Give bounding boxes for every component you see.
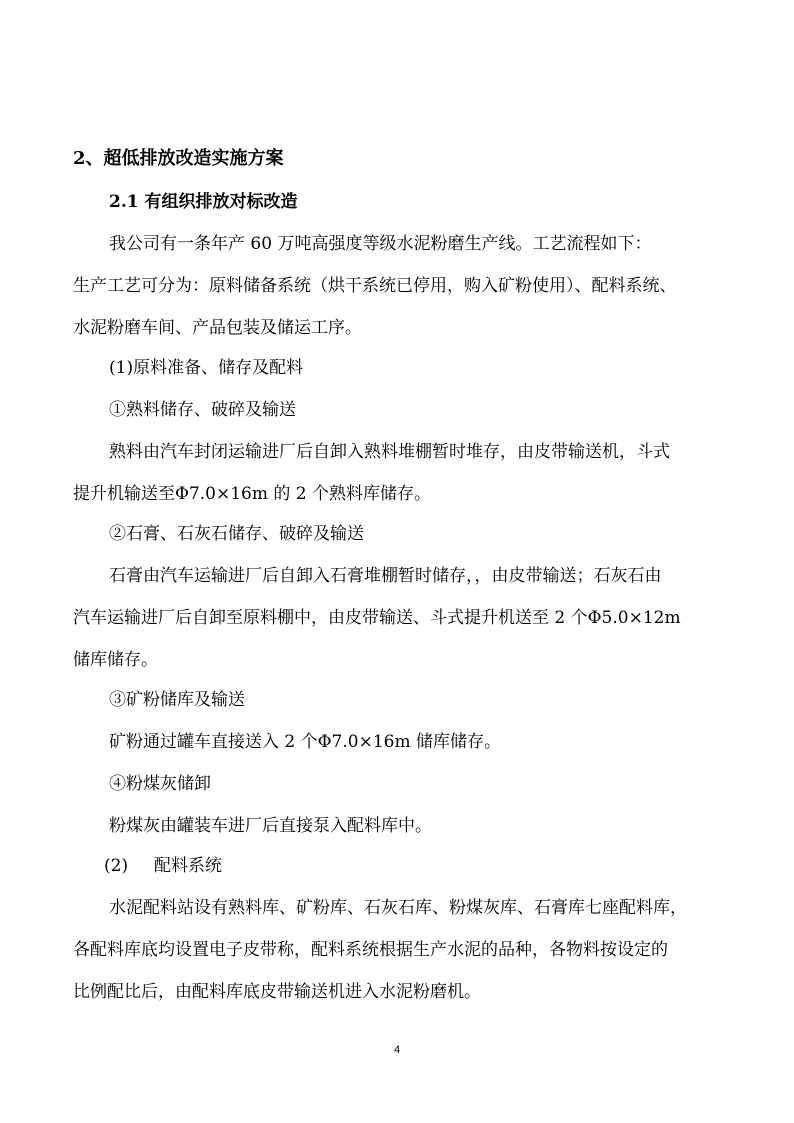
sub-item-heading: ③矿粉储库及输送 xyxy=(109,690,245,710)
paragraph-line: 我公司有一条年产 60 万吨高强度等级水泥粉磨生产线。工艺流程如下： xyxy=(109,234,652,254)
paragraph-line: 水泥配料站设有熟料库、矿粉库、石灰石库、粉煤灰库、石膏库七座配料库， xyxy=(109,898,687,918)
sub-item-heading: ④粉煤灰储卸 xyxy=(109,774,211,794)
item-heading: (1)原料准备、储存及配料 xyxy=(109,358,304,378)
sub-item-heading: ①熟料储存、破碎及输送 xyxy=(109,400,296,420)
paragraph-line: 各配料库底均设置电子皮带称，配料系统根据生产水泥的品种，各物料按设定的 xyxy=(73,940,668,960)
paragraph-line: 储库储存。 xyxy=(73,650,158,670)
page-number: 4 xyxy=(393,1044,401,1056)
item-heading: 配料系统 xyxy=(154,856,222,876)
paragraph-line: 粉煤灰由罐装车进厂后直接泵入配料库中。 xyxy=(109,816,432,836)
paragraph-line: 汽车运输进厂后自卸至原料棚中，由皮带输送、斗式提升机送至 2 个Φ5.0×12m xyxy=(73,608,681,628)
paragraph-line: 生产工艺可分为：原料储备系统（烘干系统已停用，购入矿粉使用）、配料系统、 xyxy=(73,276,677,296)
subsection-heading: 2.1 有组织排放对标改造 xyxy=(109,192,298,212)
paragraph-line: 比例配比后，由配料库底皮带输送机进入水泥粉磨机。 xyxy=(73,982,481,1002)
paragraph-line: 熟料由汽车封闭运输进厂后自卸入熟料堆棚暂时堆存，由皮带输送机，斗式 xyxy=(109,442,670,462)
paragraph-line: 提升机输送至Φ7.0×16m 的 2 个熟料库储存。 xyxy=(73,484,431,504)
section-heading: 2、超低排放改造实施方案 xyxy=(73,148,284,169)
sub-item-heading: ②石膏、石灰石储存、破碎及输送 xyxy=(109,524,364,544)
paragraph-line: 矿粉通过罐车直接送入 2 个Φ7.0×16m 储库储存。 xyxy=(109,732,501,752)
paragraph-line: 水泥粉磨车间、产品包装及储运工序。 xyxy=(73,318,362,338)
item-number: (2) xyxy=(104,856,129,876)
paragraph-line: 石膏由汽车运输进厂后自卸入石膏堆棚暂时储存，，由皮带输送；石灰石由 xyxy=(109,566,662,586)
